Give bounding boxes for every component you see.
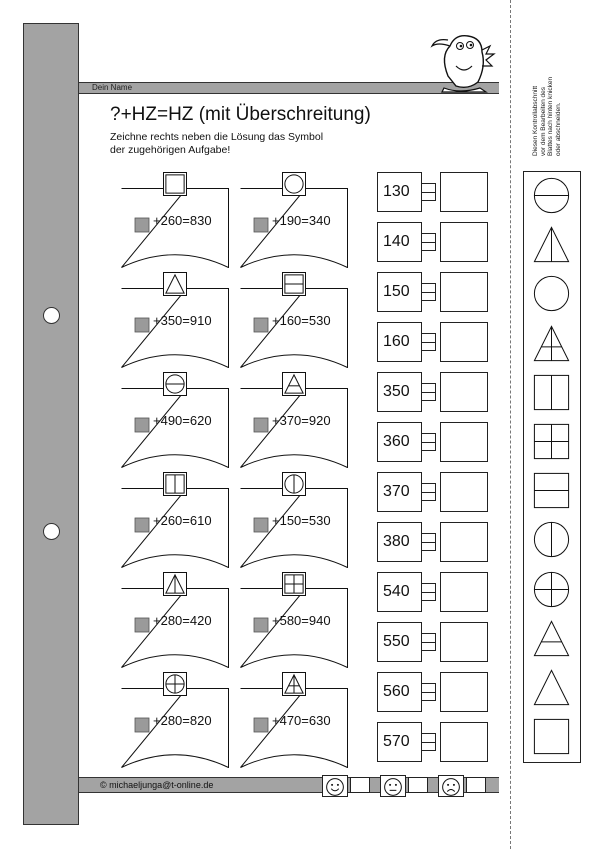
name-label: Dein Name [92, 83, 133, 92]
blank-box[interactable] [135, 218, 149, 232]
answer-symbol-box[interactable] [440, 422, 488, 462]
answer-symbol-box[interactable] [440, 472, 488, 512]
equation-text: +150=530 [272, 513, 331, 528]
answer-symbol-box[interactable] [440, 572, 488, 612]
blank-box[interactable] [135, 318, 149, 332]
rating-box[interactable] [466, 777, 486, 793]
circle-hsplit-icon [529, 173, 574, 218]
blank-box[interactable] [135, 518, 149, 532]
blank-box[interactable] [135, 418, 149, 432]
circle-hsplit-icon [163, 372, 187, 396]
answer-symbol-box[interactable] [440, 522, 488, 562]
square-icon [529, 714, 574, 759]
answer-number: 570 [377, 722, 422, 762]
worksheet-title: ?+HZ=HZ (mit Überschreitung) [110, 104, 371, 125]
connector [422, 483, 436, 501]
control-note: Diesen Kontrollabschnitt vor dem Bearbeiten des Blattes nach hinten knicken oder abschneiden. [532, 76, 562, 156]
answer-symbol-box[interactable] [440, 722, 488, 762]
answer-number: 380 [377, 522, 422, 562]
task-card [121, 572, 229, 668]
happy-face-icon[interactable] [322, 775, 348, 797]
dragon-mascot-icon [420, 16, 500, 96]
connector [422, 533, 436, 551]
answer-symbol-box[interactable] [440, 322, 488, 362]
credit-text: © michaeljunga@t-online.de [100, 780, 214, 790]
connector [422, 583, 436, 601]
punch-hole [43, 307, 60, 324]
answer-number: 360 [377, 422, 422, 462]
binder-strip [23, 23, 79, 825]
task-card [121, 172, 229, 268]
equation-text: +280=820 [153, 713, 212, 728]
blank-box[interactable] [254, 318, 268, 332]
task-card [240, 172, 348, 268]
triangle-cross-icon [529, 321, 574, 366]
task-card [240, 672, 348, 768]
rating-box[interactable] [350, 777, 370, 793]
blank-box[interactable] [254, 218, 268, 232]
task-card [240, 472, 348, 568]
equation-text: +260=830 [153, 213, 212, 228]
blank-box[interactable] [254, 518, 268, 532]
square-cross-icon [529, 419, 574, 464]
equation-text: +190=340 [272, 213, 331, 228]
sad-face-icon[interactable] [438, 775, 464, 797]
answer-number: 370 [377, 472, 422, 512]
answer-number: 560 [377, 672, 422, 712]
triangle-icon [163, 272, 187, 296]
blank-box[interactable] [135, 618, 149, 632]
triangle-vsplit-icon [163, 572, 187, 596]
answer-number: 130 [377, 172, 422, 212]
answer-symbol-box[interactable] [440, 272, 488, 312]
circle-vsplit-icon [529, 517, 574, 562]
equation-text: +280=420 [153, 613, 212, 628]
task-card [121, 372, 229, 468]
connector [422, 183, 436, 201]
blank-box[interactable] [254, 718, 268, 732]
square-vsplit-icon [163, 472, 187, 496]
task-card [240, 572, 348, 668]
square-hsplit-icon [282, 272, 306, 296]
triangle-cross-icon [282, 672, 306, 696]
square-vsplit-icon [529, 370, 574, 415]
circle-icon [529, 271, 574, 316]
circle-cross-icon [163, 672, 187, 696]
connector [422, 633, 436, 651]
square-hsplit-icon [529, 468, 574, 513]
equation-text: +260=610 [153, 513, 212, 528]
rating-box[interactable] [408, 777, 428, 793]
answer-symbol-box[interactable] [440, 672, 488, 712]
circle-icon [282, 172, 306, 196]
answer-symbol-box[interactable] [440, 222, 488, 262]
equation-text: +350=910 [153, 313, 212, 328]
task-card [121, 272, 229, 368]
blank-box[interactable] [254, 418, 268, 432]
answer-number: 550 [377, 622, 422, 662]
task-card [121, 472, 229, 568]
answer-number: 160 [377, 322, 422, 362]
equation-text: +470=630 [272, 713, 331, 728]
equation-text: +370=920 [272, 413, 331, 428]
connector [422, 433, 436, 451]
answer-symbol-box[interactable] [440, 172, 488, 212]
connector [422, 683, 436, 701]
triangle-icon [529, 665, 574, 710]
equation-text: +160=530 [272, 313, 331, 328]
task-card [240, 372, 348, 468]
equation-text: +490=620 [153, 413, 212, 428]
blank-box[interactable] [254, 618, 268, 632]
connector [422, 233, 436, 251]
connector [422, 383, 436, 401]
instruction-text: Zeichne rechts neben die Lösung das Symbol der zugehörigen Aufgabe! [110, 131, 324, 156]
triangle-hsplit-icon [529, 616, 574, 661]
answer-number: 540 [377, 572, 422, 612]
fold-line [510, 0, 511, 849]
punch-hole [43, 523, 60, 540]
task-card [121, 672, 229, 768]
connector [422, 333, 436, 351]
answer-number: 350 [377, 372, 422, 412]
answer-symbol-box[interactable] [440, 372, 488, 412]
task-card [240, 272, 348, 368]
circle-cross-icon [529, 567, 574, 612]
triangle-vsplit-icon [529, 222, 574, 267]
answer-number: 140 [377, 222, 422, 262]
square-cross-icon [282, 572, 306, 596]
answer-symbol-box[interactable] [440, 622, 488, 662]
equation-text: +580=940 [272, 613, 331, 628]
blank-box[interactable] [135, 718, 149, 732]
square-icon [163, 172, 187, 196]
triangle-hsplit-icon [282, 372, 306, 396]
connector [422, 733, 436, 751]
answer-number: 150 [377, 272, 422, 312]
circle-vsplit-icon [282, 472, 306, 496]
connector [422, 283, 436, 301]
neutral-face-icon[interactable] [380, 775, 406, 797]
